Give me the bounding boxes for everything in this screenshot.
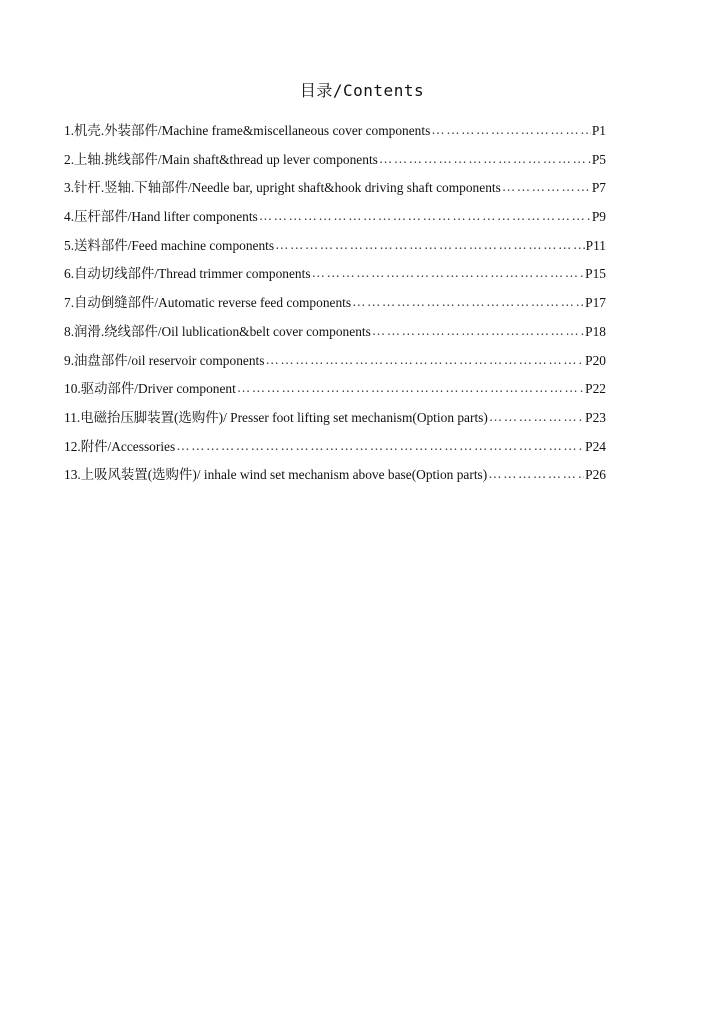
toc-entry-label: 7.自动倒缝部件/Automatic reverse feed components bbox=[64, 295, 352, 311]
toc-entry-page: P18 bbox=[585, 323, 606, 339]
toc-entry-page: P5 bbox=[591, 151, 606, 167]
toc-entry-label: 5.送料部件/Feed machine components bbox=[64, 237, 275, 253]
toc-entry-page: P17 bbox=[585, 295, 606, 311]
toc-entry bbox=[64, 149, 606, 178]
toc-entry-page: P22 bbox=[585, 381, 606, 397]
dot-leader bbox=[275, 237, 585, 253]
dot-leader bbox=[352, 294, 584, 310]
toc-entry-label: 10.驱动部件/Driver component bbox=[64, 381, 236, 397]
toc-entry-page: P23 bbox=[585, 409, 606, 425]
dot-leader bbox=[259, 208, 591, 224]
toc-entry-page: P9 bbox=[591, 209, 606, 225]
toc-entry-label: 2.上轴.挑线部件/Main shaft&thread up lever components bbox=[64, 151, 378, 167]
toc-entry bbox=[64, 263, 606, 292]
toc-entry bbox=[64, 206, 606, 235]
toc-entry-label: 6.自动切线部件/Thread trimmer components bbox=[64, 266, 311, 282]
dot-leader bbox=[379, 151, 591, 167]
toc-entry-label: 8.润滑.绕线部件/Oil lublication&belt cover components bbox=[64, 323, 371, 339]
toc-entry-label: 12.附件/Accessories bbox=[64, 438, 176, 454]
dot-leader bbox=[431, 122, 591, 138]
toc-entry-label: 13.上吸风装置(选购件)/ inhale wind set mechanism above base(Option parts) bbox=[64, 467, 488, 483]
toc-entry-page: P26 bbox=[585, 467, 606, 483]
toc-entry-label: 9.油盘部件/oil reservoir components bbox=[64, 352, 265, 368]
dot-leader bbox=[489, 409, 584, 425]
dot-leader bbox=[502, 179, 591, 195]
toc-entry bbox=[64, 407, 606, 436]
toc-entry bbox=[64, 321, 606, 350]
table-of-contents bbox=[64, 120, 606, 493]
toc-entry bbox=[64, 235, 606, 264]
toc-entry-label: 4.压杆部件/Hand lifter components bbox=[64, 209, 258, 225]
toc-entry-page: P24 bbox=[585, 438, 606, 454]
toc-entry bbox=[64, 378, 606, 407]
dot-leader bbox=[176, 438, 584, 454]
toc-entry-label: 11.电磁抬压脚装置(选购件)/ Presser foot lifting set mechanism(Option parts) bbox=[64, 409, 488, 425]
toc-entry bbox=[64, 120, 606, 149]
toc-entry-page: P20 bbox=[585, 352, 606, 368]
toc-entry bbox=[64, 292, 606, 321]
toc-entry-label: 3.针杆.竖轴.下轴部件/Needle bar, upright shaft&hook driving shaft components bbox=[64, 180, 501, 196]
contents-title: 目录/Contents bbox=[299, 81, 425, 100]
dot-leader bbox=[237, 380, 584, 396]
toc-entry bbox=[64, 350, 606, 379]
dot-leader bbox=[312, 265, 585, 281]
dot-leader bbox=[488, 466, 584, 482]
toc-entry bbox=[64, 177, 606, 206]
toc-entry-page: P11 bbox=[585, 237, 606, 253]
toc-entry-page: P15 bbox=[585, 266, 606, 282]
toc-entry bbox=[64, 436, 606, 465]
toc-entry-label: 1.机壳.外装部件/Machine frame&miscellaneous cover components bbox=[64, 123, 431, 138]
toc-entry-page: P1 bbox=[591, 123, 606, 138]
dot-leader bbox=[265, 352, 584, 368]
dot-leader bbox=[372, 323, 584, 339]
toc-entry-page: P7 bbox=[591, 180, 606, 196]
toc-entry bbox=[64, 464, 606, 493]
